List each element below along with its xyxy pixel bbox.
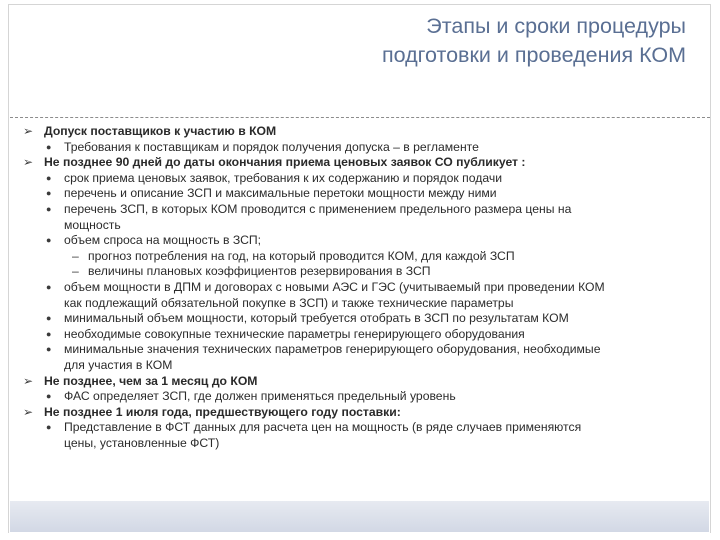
list-item-text: Допуск поставщиков к участию в КОМ bbox=[44, 124, 277, 138]
list-item bbox=[22, 342, 702, 373]
title-divider bbox=[10, 117, 710, 118]
dot-bullet-icon: ● bbox=[46, 344, 52, 355]
arrow-bullet-icon: ➢ bbox=[23, 124, 34, 138]
dot-bullet-icon: ● bbox=[46, 188, 52, 199]
dot-bullet-icon: ● bbox=[46, 281, 52, 292]
dot-bullet-icon: ● bbox=[46, 141, 52, 152]
arrow-bullet-icon: ➢ bbox=[23, 404, 34, 419]
list-item-text: Представление в ФСТ данных для расчета цен на мощность (в ряде случаев применяются bbox=[64, 420, 582, 435]
list-item-text: перечень ЗСП, в которых КОМ проводится с применением предельного размера цены на bbox=[64, 201, 572, 216]
list-item bbox=[22, 389, 702, 405]
arrow-bullet-icon: ➢ bbox=[23, 155, 34, 170]
dash-bullet-icon: – bbox=[72, 264, 79, 279]
list-item bbox=[22, 124, 702, 140]
list-item-text: для участия в КОМ bbox=[64, 357, 173, 372]
list-item bbox=[22, 249, 702, 265]
list-item bbox=[22, 405, 702, 421]
list-item bbox=[22, 280, 702, 311]
list-item-text: мощность bbox=[64, 217, 121, 232]
dot-bullet-icon: ● bbox=[46, 313, 52, 324]
list-item bbox=[22, 186, 702, 202]
list-item bbox=[22, 233, 702, 249]
list-item-text: необходимые совокупные технические параметры генерирующего оборудования bbox=[64, 326, 525, 341]
bottom-strip bbox=[10, 501, 709, 532]
list-item-text: минимальный объем мощности, который требуется отобрать в ЗСП по результатам КОМ bbox=[64, 311, 569, 326]
bullet-list bbox=[22, 124, 702, 451]
list-item bbox=[22, 311, 702, 327]
list-item bbox=[22, 171, 702, 187]
list-item-text: цены, установленные ФСТ) bbox=[64, 435, 220, 450]
slide-title bbox=[266, 12, 686, 70]
list-item-text: ФАС определяет ЗСП, где должен применяться предельный уровень bbox=[64, 389, 456, 404]
list-item-text: как подлежащий обязательной покупке в ЗСП) и также технические параметры bbox=[64, 295, 514, 310]
list-item-text: Не позднее, чем за 1 месяц до КОМ bbox=[44, 373, 258, 388]
list-item-text: прогноз потребления на год, на который проводится КОМ, для каждой ЗСП bbox=[88, 248, 515, 263]
list-item-text: объем спроса на мощность в ЗСП; bbox=[64, 233, 262, 248]
list-item-text: минимальные значения технических параметров генерирующего оборудования, необходимые bbox=[64, 342, 601, 357]
list-item bbox=[22, 420, 702, 451]
list-item bbox=[22, 374, 702, 390]
list-item bbox=[22, 202, 702, 233]
list-item-text: Требования к поставщикам и порядок получения допуска – в регламенте bbox=[64, 139, 479, 154]
dot-bullet-icon: ● bbox=[46, 172, 52, 183]
list-item bbox=[22, 140, 702, 156]
title-line-1: Этапы и сроки процедуры bbox=[426, 14, 686, 38]
list-item-text: Не позднее 1 июля года, предшествующего году поставки: bbox=[44, 404, 401, 419]
dot-bullet-icon: ● bbox=[46, 328, 52, 339]
list-item-text: величины плановых коэффициентов резервирования в ЗСП bbox=[88, 264, 431, 279]
dash-bullet-icon: – bbox=[72, 248, 79, 263]
dot-bullet-icon: ● bbox=[46, 422, 52, 433]
title-line-2: подготовки и проведения КОМ bbox=[381, 43, 686, 67]
list-item-text: Не позднее 90 дней до даты окончания приема ценовых заявок СО публикует : bbox=[44, 155, 526, 170]
list-item-text: срок приема ценовых заявок, требования к их содержанию и порядок подачи bbox=[64, 170, 503, 185]
list-item bbox=[22, 264, 702, 280]
dot-bullet-icon: ● bbox=[46, 391, 52, 402]
list-item-text: объем мощности в ДПМ и договорах с новыми АЭС и ГЭС (учитываемый при проведении КОМ bbox=[64, 279, 605, 294]
dot-bullet-icon: ● bbox=[46, 235, 52, 246]
list-item-text: перечень и описание ЗСП и максимальные перетоки мощности между ними bbox=[64, 186, 497, 201]
arrow-bullet-icon: ➢ bbox=[23, 373, 34, 388]
list-item bbox=[22, 155, 702, 171]
dot-bullet-icon: ● bbox=[46, 203, 52, 214]
list-item bbox=[22, 327, 702, 343]
